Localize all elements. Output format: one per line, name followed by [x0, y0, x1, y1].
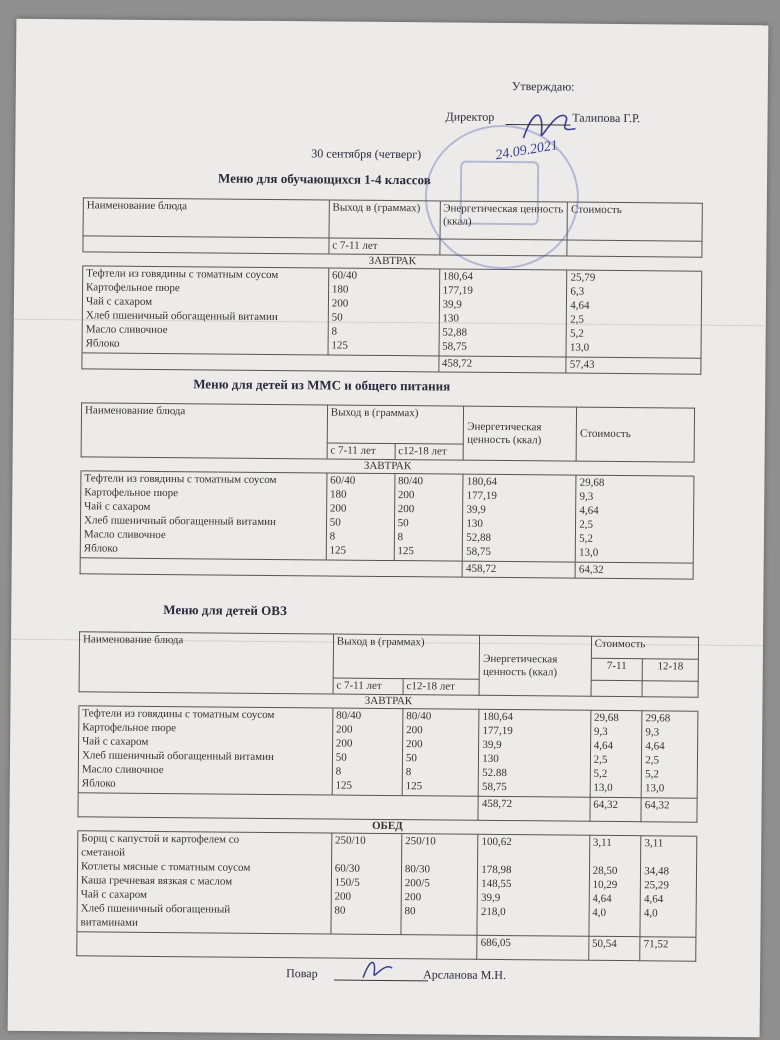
cost-value: 5,2: [579, 532, 593, 545]
total-cost-7-11: 50,54: [588, 936, 640, 960]
grams-value: 80: [334, 904, 346, 917]
dish-kcal: [478, 709, 590, 797]
grams-7-11: [332, 708, 403, 796]
dish-name: Чай с сахаром: [84, 500, 151, 513]
grams-value: 60/30: [334, 862, 360, 875]
cost-value: 2,5: [593, 753, 608, 766]
section-breakfast: ЗАВТРАК: [79, 692, 698, 711]
cost-value: 4,64: [643, 893, 664, 906]
dish-kcal: [463, 474, 577, 562]
grams-value: 125: [329, 544, 347, 557]
total-kcal: 458,72: [438, 356, 566, 373]
dish-name: Масло сливочное: [83, 528, 166, 542]
menu2-title: Меню для детей из ММС и общего питания: [193, 376, 451, 394]
kcal-value: [481, 920, 586, 935]
menu3-title: Меню для детей ОВЗ: [163, 602, 287, 619]
header-cost: Стоимость: [567, 202, 702, 241]
header-output: Выход в (граммах): [329, 200, 440, 239]
grams-12-18: [401, 834, 478, 936]
grams-12-18: [394, 474, 464, 562]
cost-value: 4,64: [645, 740, 665, 753]
cost-value: [644, 851, 693, 865]
dish-name: Хлеб пшеничный обогащенный витамин: [85, 309, 278, 324]
header-energy: Энергетическая ценность (ккал): [464, 406, 577, 461]
kcal-value: 100,62: [481, 835, 512, 849]
kcal-value: 130: [466, 517, 483, 530]
header-age-7-11: с 7-11 лет: [333, 678, 403, 695]
kcal-value: 177,19: [482, 724, 513, 738]
total-kcal: 458,72: [462, 561, 575, 578]
grams-value: 60/40: [330, 474, 356, 487]
menu-sheet: [8, 19, 769, 1038]
menu1-table: [81, 197, 702, 374]
dish-name: Тефтели из говядины с томатным соусом: [82, 707, 275, 722]
cost-value: 28,50: [592, 864, 618, 878]
grams-value: 200: [397, 489, 415, 502]
grams-value: 125: [331, 339, 348, 352]
header-age-12-18: с12-18 лет: [395, 444, 464, 461]
cost-value: 29,68: [645, 712, 671, 725]
section-breakfast: ЗАВТРАК: [81, 457, 694, 476]
grams-value: 200/5: [404, 877, 430, 890]
dish-name: Тефтели из говядины с томатным соусом: [86, 267, 279, 282]
kcal-value: 180,64: [466, 475, 498, 488]
cost-value: 29,68: [579, 476, 605, 489]
dish-cost: [575, 475, 694, 563]
kcal-value: 178,98: [481, 863, 512, 877]
grams-value: [334, 919, 397, 934]
dish-names: [78, 706, 333, 795]
grams-value: 180: [330, 488, 347, 501]
dish-name: сметаной: [81, 846, 126, 859]
dish-name: Чай с сахаром: [80, 888, 148, 901]
dish-name: Картофельное пюре: [82, 721, 177, 735]
dish-name: Борщ с капустой и картофелем со: [81, 832, 240, 846]
kcal-value: 148,55: [481, 877, 512, 891]
grams-value: 200: [406, 724, 423, 737]
header-energy: Энергетическая ценность (ккал): [479, 635, 591, 696]
cost-value: 13,0: [593, 781, 613, 794]
total-cost-12-18: 71,52: [640, 937, 696, 961]
header-cost: Стоимость: [576, 407, 694, 462]
cost-value: 6,3: [570, 285, 585, 298]
header-age-7-11: с 7-11 лет: [327, 443, 395, 460]
approve-label: Утверждаю:: [511, 79, 575, 94]
grams-value: 200: [335, 723, 353, 736]
cost-value: 9,3: [593, 725, 608, 738]
dish-name: Яблоко: [81, 777, 116, 790]
dish-name: витаминами: [80, 916, 138, 929]
dish-names: [77, 831, 332, 934]
grams-value: 200: [404, 891, 422, 904]
menu2-table: [80, 402, 695, 579]
dish-names: [80, 471, 327, 560]
grams-value: 200: [397, 503, 415, 516]
section-lunch: ОБЕД: [78, 817, 697, 836]
dish-name: Каша гречневая вязкая с маслом: [80, 874, 233, 888]
total-cost: 64,32: [575, 562, 693, 579]
header-cost-12-18: 12-18: [642, 659, 698, 681]
cost-value: 2,5: [570, 313, 584, 326]
dish-name: Хлеб пшеничный обогащенный витамин: [84, 514, 277, 529]
dish-name: Тефтели из говядины с томатным соусом: [84, 472, 277, 487]
cost-value: 4,64: [592, 892, 612, 905]
kcal-value: 177,19: [466, 489, 497, 502]
cost-value: 5,2: [645, 768, 659, 781]
kcal-value: 39,9: [482, 738, 502, 751]
dish-name: Масло сливочное: [81, 763, 164, 777]
kcal-value: 52,88: [466, 531, 492, 544]
grams-7-11: [331, 833, 402, 935]
kcal-value: [481, 850, 586, 865]
kcal-value: 180,64: [482, 710, 513, 724]
grams-value: 200: [329, 502, 347, 515]
cook-signature: [358, 954, 398, 982]
cost-value: 4,64: [570, 299, 590, 312]
grams-value: 80/40: [336, 709, 362, 722]
cook-name: Арсланова М.Н.: [423, 967, 507, 983]
cost-value: 9,3: [579, 490, 594, 503]
cost-value: 4,64: [593, 739, 614, 752]
cost-value: 13,0: [578, 546, 599, 559]
grams-value: 150/5: [334, 876, 360, 889]
header-energy: Энергетическая ценность (ккал): [440, 201, 568, 240]
kcal-value: 130: [442, 312, 459, 325]
grams-value: 80/40: [397, 475, 424, 488]
cost-value: [592, 921, 637, 935]
menu3-table: [76, 631, 699, 961]
cost-value: 2,5: [579, 518, 594, 531]
cost-value: 2,5: [645, 754, 660, 767]
dish-name: Хлеб пшеничный обогащенный витамин: [81, 749, 274, 764]
kcal-value: 58,75: [442, 340, 467, 353]
header-name: Наименование блюда: [79, 632, 333, 694]
kcal-value: 39,9: [466, 503, 486, 516]
dish-grams: [328, 268, 439, 356]
total-kcal: 458,72: [478, 796, 590, 821]
dish-name: Масло сливочное: [85, 323, 168, 337]
grams-value: 50: [405, 752, 417, 765]
kcal-value: 52.88: [482, 766, 507, 780]
kcal-value: 180,64: [442, 270, 474, 283]
grams-value: 200: [335, 737, 353, 750]
grams-value: 8: [331, 325, 338, 338]
cost-value: 25,79: [570, 271, 596, 284]
header-output: Выход в (граммах): [327, 405, 464, 444]
grams-12-18: [402, 709, 479, 797]
dish-kcal: [439, 269, 568, 357]
grams-value: 80/30: [404, 863, 431, 876]
header-name: Наименование блюда: [81, 403, 327, 459]
dish-name: Яблоко: [85, 337, 120, 350]
grams-value: 8: [405, 766, 412, 779]
grams-value: 8: [329, 530, 336, 543]
cost-value: 5,2: [569, 327, 584, 340]
total-cost: 57,43: [566, 357, 701, 374]
cost-value: 4,64: [579, 504, 599, 517]
dish-name: Картофельное пюре: [86, 281, 180, 295]
grams-value: 250/10: [334, 834, 366, 847]
dish-name: Картофельное пюре: [84, 486, 179, 500]
menu-date: 30 сентября (четверг): [311, 146, 422, 162]
grams-value: [335, 849, 398, 864]
total-cost-7-11: 64,32: [590, 797, 642, 821]
cost-value: 13,0: [644, 782, 665, 795]
total-cost-12-18: 64,32: [641, 798, 697, 822]
grams-value: 200: [334, 890, 352, 903]
cost-value: 3,11: [592, 836, 612, 849]
grams-value: 200: [331, 297, 349, 310]
total-kcal: 686,05: [477, 935, 589, 960]
kcal-value: 177,19: [442, 284, 473, 297]
kcal-value: 39,9: [442, 298, 462, 311]
grams-value: 50: [329, 516, 341, 529]
header-name: Наименование блюда: [83, 198, 329, 238]
header-cost-7-11: 7-11: [591, 658, 643, 680]
cost-7-11: [589, 835, 641, 936]
cost-value: 34,48: [644, 865, 670, 878]
dish-names: [82, 266, 329, 355]
cost-value: [644, 921, 693, 935]
grams-value: 80/40: [406, 710, 432, 723]
director-label: Директор: [445, 109, 495, 124]
grams-value: [405, 849, 474, 864]
handwritten-date: 24.09.2021: [494, 138, 560, 164]
kcal-value: 52,88: [442, 326, 468, 339]
grams-value: 200: [405, 738, 423, 751]
grams-value: 180: [331, 283, 349, 296]
cost-value: 4,0: [592, 906, 607, 919]
cost-value: 29,68: [593, 711, 619, 725]
grams-value: 80: [404, 905, 416, 918]
dish-name: Чай с сахаром: [82, 735, 149, 748]
header-cost: Стоимость: [591, 636, 699, 659]
dish-name: Хлеб пшеничный обогащенный: [80, 902, 231, 916]
kcal-value: 58,75: [466, 545, 492, 558]
dish-kcal: [477, 834, 589, 936]
cost-value: [593, 851, 638, 865]
cost-12-18: [641, 711, 698, 798]
dish-name: Яблоко: [83, 542, 118, 555]
grams-value: 50: [331, 311, 343, 324]
cost-value: 5,2: [593, 767, 608, 780]
grams-value: 8: [397, 531, 404, 544]
header-output: Выход в (граммах): [333, 634, 480, 679]
grams-value: 125: [335, 779, 353, 792]
header-age-12-18: с12-18 лет: [403, 679, 479, 696]
header-age-7-11: с 7-11 лет: [329, 238, 440, 255]
director-name: Талипова Г.Р.: [572, 110, 641, 126]
grams-value: 125: [405, 780, 423, 793]
kcal-value: 39,9: [480, 891, 501, 904]
cost-value: 25,29: [644, 879, 669, 892]
cost-value: 10,29: [592, 878, 618, 892]
grams-value: 125: [397, 545, 414, 558]
cost-value: 4,0: [643, 907, 658, 920]
dish-cost: [566, 270, 701, 358]
grams-7-11: [326, 473, 395, 561]
kcal-value: 218,0: [480, 905, 506, 919]
cost-value: 3,11: [644, 837, 664, 850]
grams-value: 60/40: [331, 269, 358, 282]
section-breakfast: ЗАВТРАК: [83, 252, 702, 271]
kcal-value: 130: [482, 752, 499, 765]
cook-label: Повар: [286, 966, 318, 981]
cost-value: 13,0: [569, 341, 590, 354]
grams-value: 50: [335, 751, 347, 764]
cost-12-18: [640, 836, 697, 937]
grams-value: [404, 919, 473, 934]
cost-value: 9,3: [645, 726, 660, 739]
grams-value: 50: [397, 517, 409, 530]
cost-7-11: [590, 710, 642, 797]
kcal-value: 58,75: [481, 780, 507, 794]
dish-name: Чай с сахаром: [85, 295, 153, 308]
grams-value: 8: [335, 765, 342, 778]
grams-value: 250/10: [405, 835, 436, 848]
menu1-title: Меню для обучающихся 1-4 классов: [217, 170, 431, 188]
dish-name: Котлеты мясные с томатным соусом: [80, 860, 251, 874]
